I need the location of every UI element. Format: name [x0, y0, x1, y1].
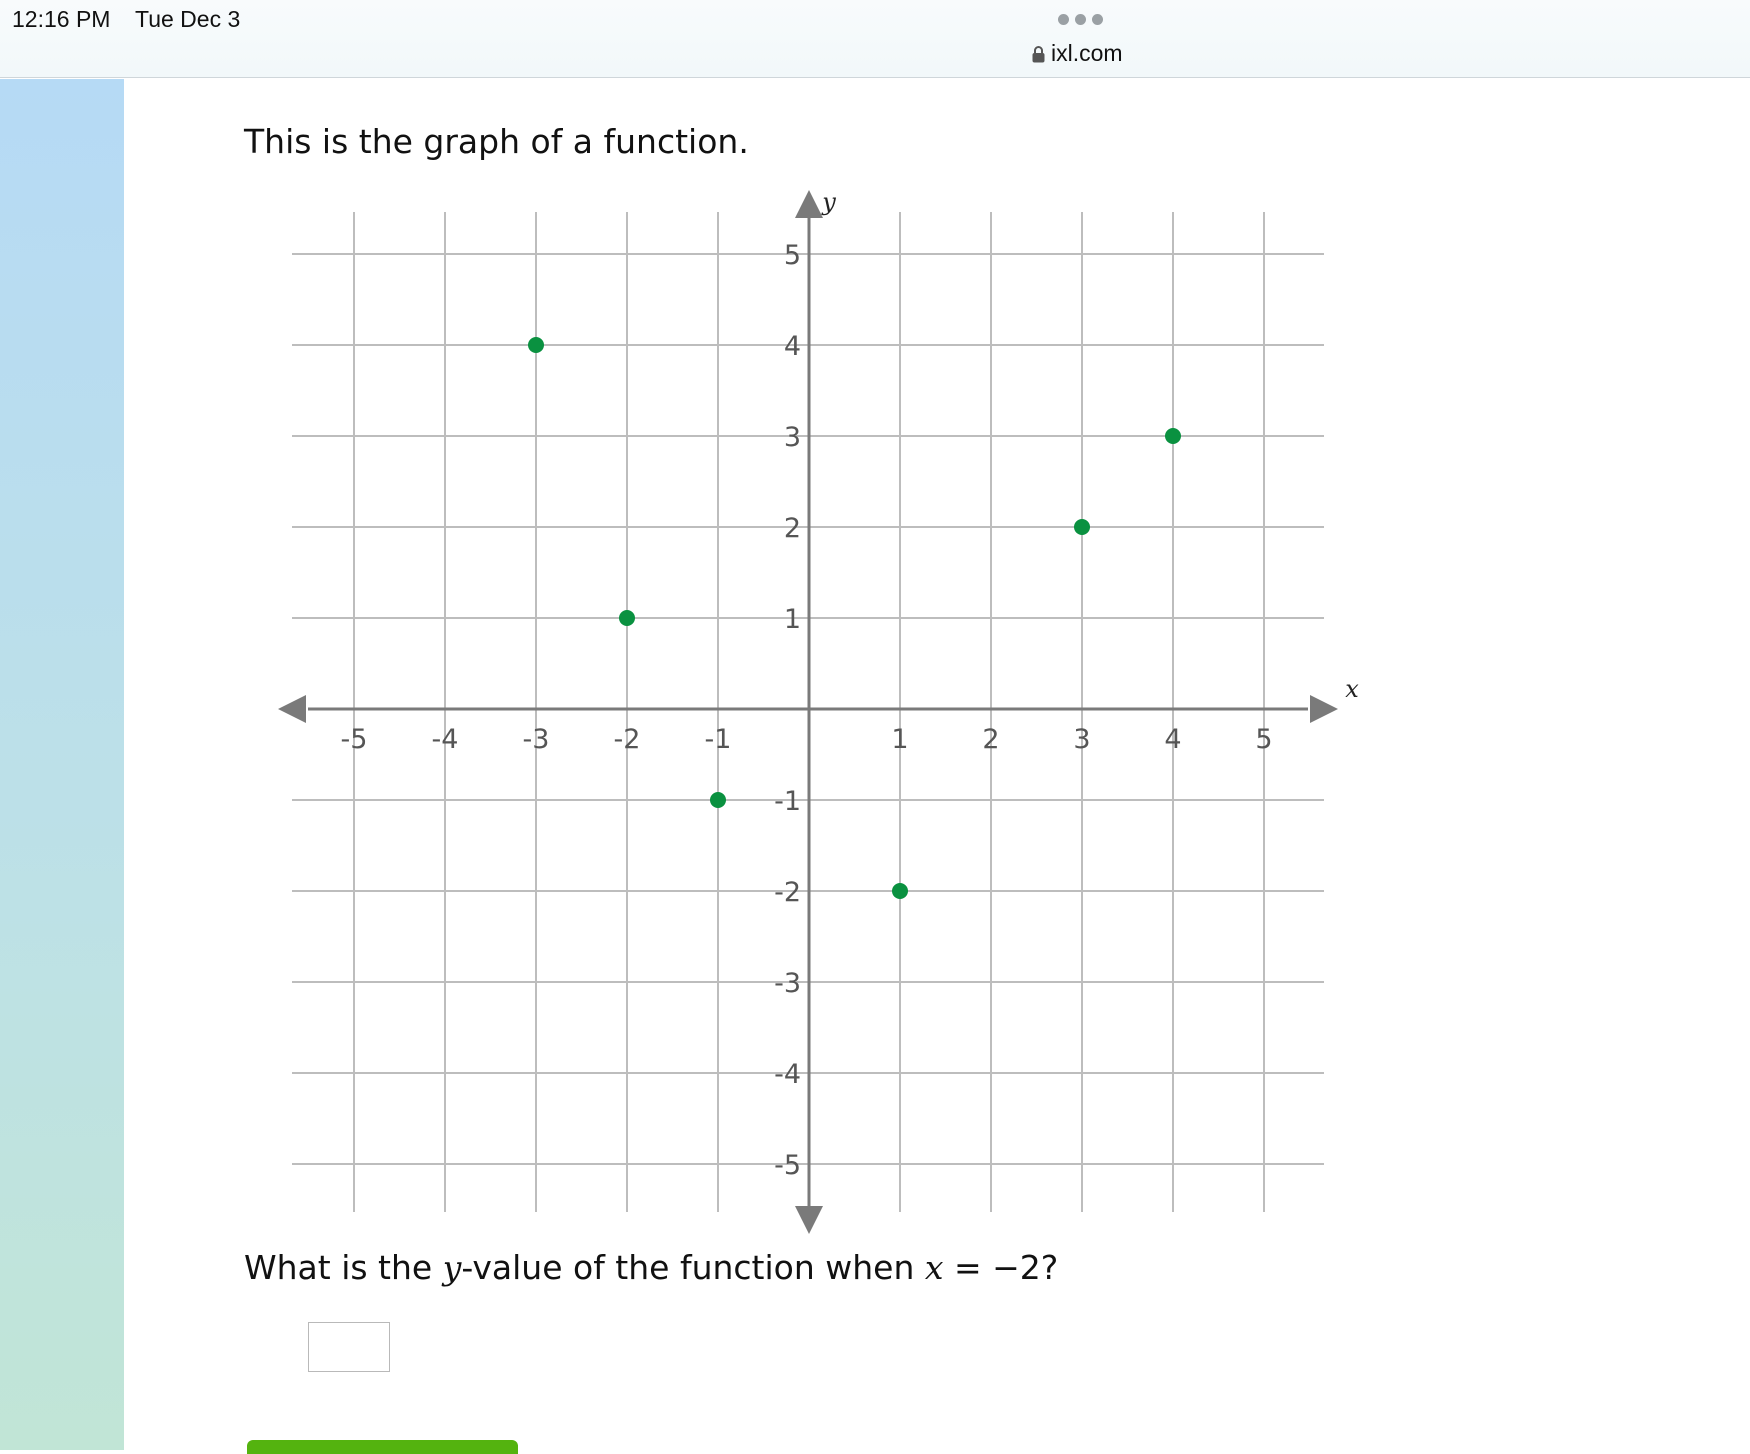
status-date: Tue Dec 3	[135, 6, 241, 32]
x-axis-arrow-right	[1310, 695, 1338, 723]
question-title: This is the graph of a function.	[244, 122, 749, 161]
y-tick-label: -3	[774, 968, 801, 999]
y-axis-arrow-down	[795, 1206, 823, 1234]
data-point	[1074, 519, 1090, 535]
url-text: ixl.com	[1051, 40, 1123, 66]
lock-icon	[1032, 45, 1045, 63]
prompt-part1: What is the	[244, 1248, 443, 1287]
data-point	[1165, 428, 1181, 444]
data-point	[528, 337, 544, 353]
y-tick-label: 1	[783, 604, 801, 635]
data-point	[710, 792, 726, 808]
x-tick-label: -2	[613, 724, 641, 755]
x-tick-label: -5	[340, 724, 368, 755]
function-graph	[300, 188, 1359, 1220]
x-tick-label: 4	[1164, 724, 1182, 755]
prompt-var-x: x	[924, 1248, 944, 1287]
y-axis-label: y	[822, 188, 836, 216]
y-tick-label: -1	[774, 786, 801, 817]
x-axis-label: x	[1345, 675, 1359, 703]
y-axis-arrow-up	[795, 190, 823, 218]
x-tick-label: -1	[704, 724, 732, 755]
prompt-part3: = −2?	[943, 1248, 1059, 1287]
x-tick-label: 1	[891, 724, 909, 755]
status-time: 12:16 PM	[12, 6, 111, 32]
x-tick-label: -4	[431, 724, 459, 755]
x-tick-label: 2	[982, 724, 1000, 755]
status-bar	[0, 0, 1750, 78]
more-options-icon[interactable]	[1058, 14, 1103, 25]
data-point	[619, 610, 635, 626]
y-tick-label: -4	[774, 1059, 801, 1090]
x-tick-label: 5	[1255, 724, 1273, 755]
submit-button[interactable]	[247, 1440, 518, 1454]
prompt-var-y: y	[442, 1248, 462, 1287]
y-tick-label: 3	[783, 422, 801, 453]
y-tick-label: 5	[783, 240, 801, 271]
graph-svg	[300, 188, 1359, 1220]
x-tick-label: 3	[1073, 724, 1091, 755]
y-tick-label: -5	[774, 1150, 801, 1181]
data-point	[892, 883, 908, 899]
left-sidebar-panel	[0, 79, 124, 1450]
x-axis-arrow-left	[278, 695, 306, 723]
address-bar[interactable]	[1032, 40, 1123, 67]
x-tick-label: -3	[522, 724, 550, 755]
y-tick-label: -2	[774, 877, 801, 908]
y-tick-label: 2	[783, 513, 801, 544]
question-prompt	[244, 1248, 1058, 1287]
prompt-part2: -value of the function when	[461, 1248, 925, 1287]
answer-input[interactable]	[308, 1322, 390, 1372]
y-tick-label: 4	[783, 331, 801, 362]
